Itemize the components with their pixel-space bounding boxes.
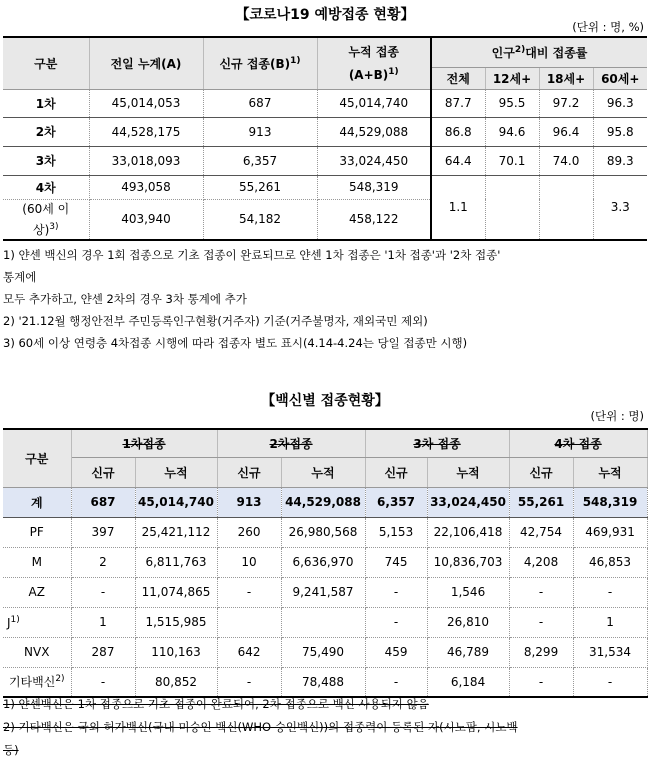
- cell-d3n: -: [365, 577, 427, 607]
- note-line: 3) 60세 이상 연령층 4차접종 시행에 따라 접종자 별도 표시(4.14-4.24는 당일 접종만 시행): [3, 336, 468, 350]
- note-line: 2) '21.12월 행정안전부 주민등록인구현황(거주자) 기준(거주불명자, 재외국민 제외): [3, 314, 428, 328]
- header-rate-60: 60세+: [593, 67, 647, 89]
- header-cum: 누적: [281, 457, 365, 487]
- table-row: 3차 33,018,093 6,357 33,024,450 64.4 70.1 74.0 89.3: [3, 146, 647, 175]
- cell-d1c: 80,852: [135, 667, 217, 697]
- header-rate-all: 전체: [431, 67, 485, 89]
- cell-d1c: 6,811,763: [135, 547, 217, 577]
- cell-d3n: 5,153: [365, 517, 427, 547]
- cell-d3c: 6,184: [427, 667, 509, 697]
- cell-d2c: 78,488: [281, 667, 365, 697]
- cell-d1c: 1,515,985: [135, 607, 217, 637]
- table2-notes: [3, 693, 647, 762]
- header-new: 신규: [509, 457, 573, 487]
- header-cum: 누적: [573, 457, 647, 487]
- cell-d4n: 4,208: [509, 547, 573, 577]
- vaccine-type-table: [3, 428, 648, 698]
- table-row: (60세 이 상)$^{3)}$ 403,940 54,182 458,122: [3, 199, 647, 240]
- cell-d4c: 31,534: [573, 637, 647, 667]
- cell-d1c: 45,014,740: [135, 487, 217, 517]
- table-row: [3, 577, 647, 607]
- cell-d1n: 1: [71, 607, 135, 637]
- cell-d2c: 9,241,587: [281, 577, 365, 607]
- cell-d3n: 6,357: [365, 487, 427, 517]
- cell-d4c: 46,853: [573, 547, 647, 577]
- header-cumulative: 누적 접종 $(A+B)^{1)}$: [317, 37, 431, 89]
- header-new: 신규: [217, 457, 281, 487]
- cell-d1n: 397: [71, 517, 135, 547]
- header-prev-total: 전일 누계(A): [89, 37, 203, 89]
- header-rate-12: 12세+: [485, 67, 539, 89]
- table-row: 2차 44,528,175 913 44,529,088 86.8 94.6 96.4 95.8: [3, 117, 647, 146]
- header-new: 신규 접종$(B)^{1)}$: [203, 37, 317, 89]
- cell-d3c: 10,836,703: [427, 547, 509, 577]
- cell-d4c: -: [573, 577, 647, 607]
- note-line: 2) 기타백신은 국외 허가백신(국내 미승인 백신(WHO 승인백신))의 접종력이 등록된 자(시노팜, 시노백: [3, 720, 518, 734]
- cell-d2n: 913: [217, 487, 281, 517]
- note-line: 1) 얀센백신은 1차 접종으로 기초 접종이 완료되어, 2차 접종으로 백신 사용되지 않음: [3, 697, 429, 711]
- cell-d2n: 642: [217, 637, 281, 667]
- table1-title: 【코로나19 예방접종 현황】: [235, 7, 415, 23]
- cell-d3n: -: [365, 607, 427, 637]
- cell-d2c: 44,529,088: [281, 487, 365, 517]
- cell-d1n: -: [71, 667, 135, 697]
- table-row: [3, 487, 647, 517]
- cell-d4n: -: [509, 667, 573, 697]
- header-new: 신규: [71, 457, 135, 487]
- table1-notes: [3, 244, 647, 354]
- note-line: 통계에: [3, 270, 37, 284]
- cell-d2n: 10: [217, 547, 281, 577]
- header-rate-group: 인구$^{2)}$대비 접종률: [431, 37, 647, 67]
- header-category: 구분: [3, 37, 89, 89]
- cell-d1n: 687: [71, 487, 135, 517]
- row-label: PF: [3, 517, 71, 547]
- cell-d1n: 2: [71, 547, 135, 577]
- cell-d3c: 26,810: [427, 607, 509, 637]
- table1-unit: (단위 : 명, %): [572, 20, 644, 34]
- cell-d3n: 745: [365, 547, 427, 577]
- cell-d4c: 1: [573, 607, 647, 637]
- header-category: 구분: [3, 429, 71, 487]
- cell-d3c: 33,024,450: [427, 487, 509, 517]
- cell-d2c: [281, 607, 365, 637]
- note-line: 1) 얀센 백신의 경우 1회 접종으로 기초 접종이 완료되므로 얀센 1차 접종은 '1차 접종'과 '2차 접종': [3, 248, 501, 262]
- cell-d2n: -: [217, 667, 281, 697]
- cell-d3c: 22,106,418: [427, 517, 509, 547]
- cell-d1c: 25,421,112: [135, 517, 217, 547]
- cell-d3c: 46,789: [427, 637, 509, 667]
- vaccination-status-table: [3, 36, 647, 241]
- cell-d4n: -: [509, 607, 573, 637]
- cell-d4n: -: [509, 577, 573, 607]
- cell-d2c: 75,490: [281, 637, 365, 667]
- cell-d1n: -: [71, 577, 135, 607]
- cell-d4n: 8,299: [509, 637, 573, 667]
- header-new: 신규: [365, 457, 427, 487]
- table-row: [3, 517, 647, 547]
- cell-d4c: 548,319: [573, 487, 647, 517]
- cell-d4c: -: [573, 667, 647, 697]
- header-cum: 누적: [135, 457, 217, 487]
- row-label: NVX: [3, 637, 71, 667]
- row4-sub-label: (60세 이 상)$^{3)}$: [3, 199, 89, 240]
- note-line: 등): [3, 743, 19, 757]
- table2-unit: (단위 : 명): [590, 409, 644, 423]
- cell-d2n: 260: [217, 517, 281, 547]
- table-row: [3, 637, 647, 667]
- cell-d3c: 1,546: [427, 577, 509, 607]
- table-row: 4차 493,058 55,261 548,319 1.1 3.3: [3, 175, 647, 199]
- cell-d2c: 26,980,568: [281, 517, 365, 547]
- row-label: 기타백신$^{2)}$: [3, 667, 71, 697]
- table2-title: 【백신별 접종현황】: [261, 393, 389, 409]
- row-label: AZ: [3, 577, 71, 607]
- cell-d2n: -: [217, 577, 281, 607]
- cell-d1c: 110,163: [135, 637, 217, 667]
- header-dose1: 1차접종: [71, 429, 217, 457]
- header-rate-18: 18세+: [539, 67, 593, 89]
- cell-d4n: 42,754: [509, 517, 573, 547]
- cell-d2c: 6,636,970: [281, 547, 365, 577]
- header-cum: 누적: [427, 457, 509, 487]
- header-dose2: 2차접종: [217, 429, 365, 457]
- header-dose4: 4차 접종: [509, 429, 647, 457]
- row-label: 계: [3, 487, 71, 517]
- cell-d3n: -: [365, 667, 427, 697]
- table-row: [3, 547, 647, 577]
- table-row: 1차 45,014,053 687 45,014,740 87.7 95.5 97.2 96.3: [3, 89, 647, 117]
- cell-d4c: 469,931: [573, 517, 647, 547]
- cell-d1c: 11,074,865: [135, 577, 217, 607]
- cell-d2n: [217, 607, 281, 637]
- row-label: M: [3, 547, 71, 577]
- table-row: [3, 607, 647, 637]
- note-line: 모두 추가하고, 얀센 2차의 경우 3차 통계에 추가: [3, 292, 247, 306]
- row-label: $J^{1)}$: [3, 607, 71, 637]
- cell-d4n: 55,261: [509, 487, 573, 517]
- header-dose3: 3차 접종: [365, 429, 509, 457]
- cell-d1n: 287: [71, 637, 135, 667]
- cell-d3n: 459: [365, 637, 427, 667]
